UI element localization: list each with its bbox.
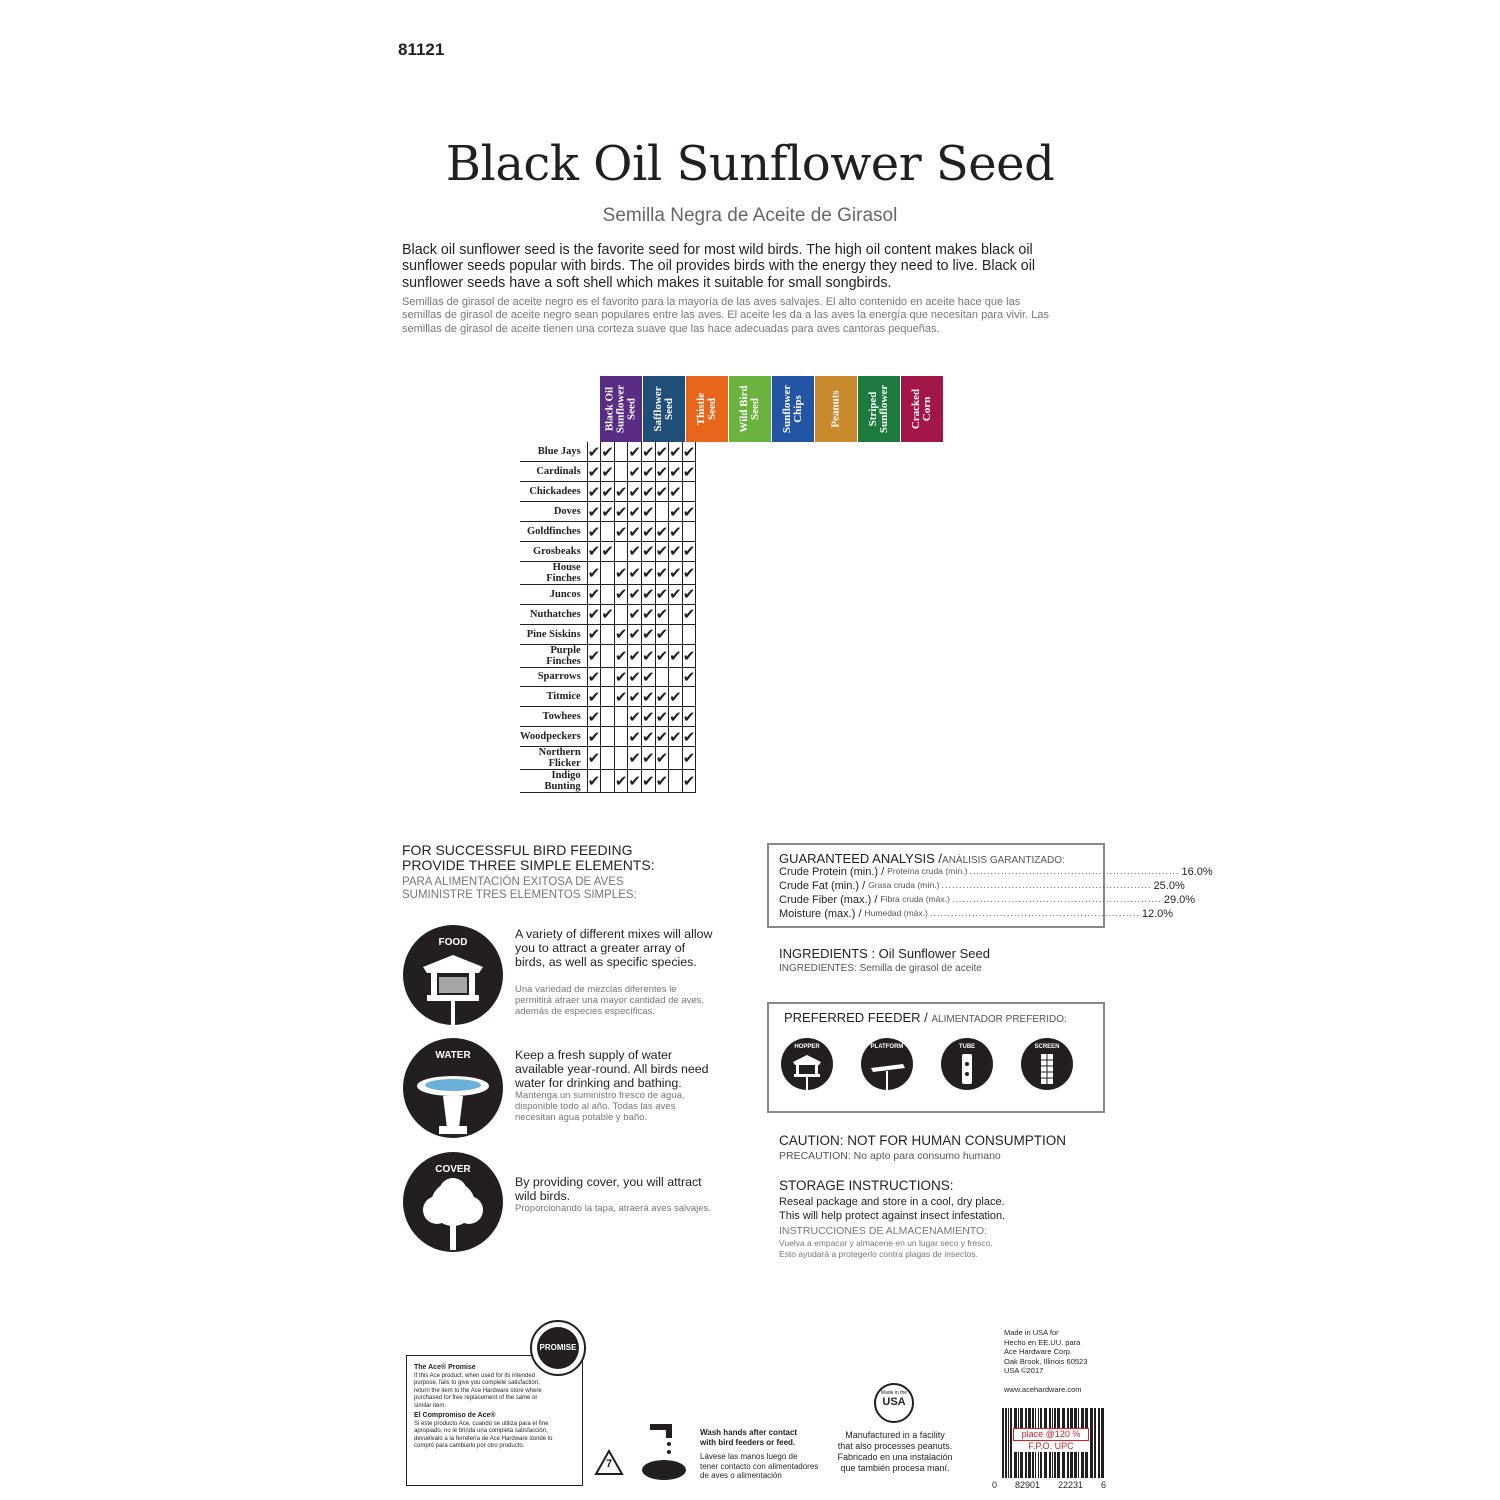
- bird-name: Juncos: [520, 584, 587, 604]
- check-mark: ✔: [655, 443, 669, 461]
- promise-badge-text: PROMISE: [537, 1327, 579, 1369]
- column-header: [600, 376, 643, 442]
- analysis-row: [779, 908, 1174, 920]
- check-mark: ✔: [641, 770, 655, 793]
- food-label: FOOD: [438, 937, 468, 948]
- storage-es-line-2: Esto ayudará a protegerlo contra plagas de insectos.: [779, 1249, 978, 1259]
- upc-digit-group: 82901: [1014, 1480, 1041, 1490]
- check-mark: ✔: [641, 688, 655, 706]
- leader-dots: ............................................................: [951, 894, 1162, 904]
- check-mark: ✔: [601, 606, 614, 624]
- bird-name: Nuthatches: [520, 604, 587, 624]
- check-mark: ✔: [682, 728, 696, 746]
- screen-label: SCREEN: [1034, 1044, 1060, 1050]
- check-mark: ✔: [587, 561, 601, 584]
- check-mark: ✔: [641, 728, 655, 746]
- check-mark: ✔: [628, 688, 641, 706]
- column-header: [901, 376, 944, 442]
- check-mark: ✔: [614, 586, 628, 604]
- column-header-label: Striped Sunflower: [867, 384, 890, 434]
- description-english: Black oil sunflower seed is the favorite seed for most wild birds. The high oil content makes black oil sunflower seeds popular with birds. The oil provides birds with the energy they need to live. Black oil sunflower seeds have a soft shell which makes it suitable for small songbirds.: [402, 242, 1036, 291]
- analysis-name-spanish: Humedad (máx.): [864, 908, 928, 918]
- empty-cell: [614, 541, 628, 561]
- check-mark: ✔: [614, 503, 628, 521]
- product-subtitle: Semilla Negra de Aceite de Girasol: [602, 205, 898, 226]
- check-mark: ✔: [655, 728, 669, 746]
- check-mark: ✔: [628, 523, 641, 541]
- empty-cell: [601, 667, 615, 687]
- empty-cell: [669, 604, 683, 624]
- column-header: [729, 376, 772, 442]
- product-title: Black Oil Sunflower Seed: [445, 136, 1055, 192]
- check-mark: ✔: [641, 503, 655, 521]
- empty-cell: [682, 687, 696, 707]
- check-mark: ✔: [641, 626, 655, 644]
- check-mark: ✔: [641, 463, 655, 481]
- empty-cell: [601, 687, 615, 707]
- bird-name: Woodpeckers: [520, 727, 587, 747]
- check-mark: ✔: [641, 606, 655, 624]
- food-text-spanish: Una variedad de mezclas diferentes le permitirá atraer una mayor cantidad de aves, además de especies específicas.: [515, 984, 705, 1018]
- analysis-name: Crude Protein (min.) /: [779, 866, 885, 878]
- check-mark: ✔: [628, 463, 641, 481]
- check-mark: ✔: [628, 747, 642, 770]
- check-mark: ✔: [655, 688, 669, 706]
- platform-icon: [861, 1038, 913, 1090]
- empty-cell: [601, 522, 615, 542]
- analysis-name: Crude Fiber (max.) /: [779, 894, 878, 906]
- check-mark: ✔: [587, 523, 601, 541]
- check-mark: ✔: [655, 543, 669, 561]
- storage-title-spanish: INSTRUCCIONES DE ALMACENAMIENTO:: [779, 1225, 988, 1237]
- table-row: [520, 644, 696, 667]
- check-mark: ✔: [682, 443, 696, 461]
- check-mark: ✔: [669, 586, 682, 604]
- empty-cell: [614, 604, 628, 624]
- food-circle: [403, 925, 503, 1025]
- check-mark: ✔: [601, 543, 614, 561]
- empty-cell: [614, 727, 628, 747]
- made-in-usa-text: Made in USA for Hecho en EE.UU. para Ace Hardware Corp. Oak Brook, Illinois 60523 USA ©2017: [1004, 1328, 1088, 1375]
- empty-cell: [682, 522, 696, 542]
- check-mark: ✔: [587, 463, 601, 481]
- leader-dots: ............................................................: [929, 908, 1140, 918]
- check-mark: ✔: [641, 586, 655, 604]
- ingredients: INGREDIENTS : Oil Sunflower Seed: [779, 946, 990, 961]
- check-mark: ✔: [587, 728, 601, 746]
- guaranteed-analysis-title: [779, 851, 1065, 866]
- check-mark: ✔: [682, 463, 696, 481]
- check-mark: ✔: [641, 668, 655, 686]
- check-mark: ✔: [587, 503, 601, 521]
- screen-feeder-badge: [1021, 1038, 1073, 1090]
- column-header: [686, 376, 729, 442]
- empty-cell: [682, 482, 696, 502]
- empty-cell: [601, 747, 615, 770]
- cover-text-spanish: Proporcionando la tapa, atraerá aves salvajes.: [515, 1203, 711, 1214]
- bird-name: Towhees: [520, 707, 587, 727]
- bird-seed-table: [520, 442, 696, 793]
- hopper-label: HOPPER: [794, 1044, 820, 1050]
- empty-cell: [669, 747, 683, 770]
- analysis-value: 25.0%: [1153, 880, 1185, 892]
- preferred-feeder-title: [784, 1010, 1067, 1025]
- analysis-name-spanish: Proteína cruda (mín.): [887, 866, 968, 876]
- preferred-feeder-title-es: ALIMENTADOR PREFERIDO:: [931, 1014, 1067, 1025]
- check-mark: ✔: [669, 543, 682, 561]
- bird-name: Grosbeaks: [520, 541, 587, 561]
- cover-label: COVER: [435, 1164, 471, 1175]
- bird-name: Purple Finches: [520, 644, 587, 667]
- check-mark: ✔: [614, 561, 628, 584]
- check-mark: ✔: [669, 728, 682, 746]
- check-mark: ✔: [682, 503, 696, 521]
- bird-name: Indigo Bunting: [520, 770, 587, 793]
- analysis-row: [779, 894, 1196, 906]
- check-mark: ✔: [601, 443, 614, 461]
- check-mark: ✔: [682, 543, 696, 561]
- storage-title: STORAGE INSTRUCTIONS:: [779, 1178, 954, 1193]
- barcode-bar: [1090, 1408, 1093, 1478]
- screen-icon: [1021, 1038, 1073, 1090]
- column-header-label: Sunflower Chips: [781, 384, 804, 434]
- check-mark: ✔: [587, 483, 601, 501]
- empty-cell: [601, 561, 615, 584]
- check-mark: ✔: [682, 747, 696, 770]
- column-header: [643, 376, 686, 442]
- empty-cell: [669, 667, 683, 687]
- check-mark: ✔: [641, 561, 655, 584]
- analysis-name-spanish: Fibra cruda (máx.): [880, 894, 950, 904]
- feeding-heading: FOR SUCCESSFUL BIRD FEEDING PROVIDE THREE SIMPLE ELEMENTS:: [402, 842, 655, 873]
- preferred-feeder-title-en: PREFERRED FEEDER /: [784, 1010, 928, 1025]
- leader-dots: ............................................................: [969, 866, 1180, 876]
- check-mark: ✔: [669, 708, 682, 726]
- empty-cell: [655, 667, 669, 687]
- barcode-bar: [1010, 1408, 1012, 1478]
- caution-text-spanish: PRECAUTION: No apto para consumo humano: [779, 1150, 1001, 1162]
- table-row: [520, 502, 696, 522]
- check-mark: ✔: [655, 644, 669, 667]
- empty-cell: [669, 770, 683, 793]
- wash-hands-text-spanish: Lávese las manos luego de tener contacto con alimentadores de aves o alimentación: [700, 1452, 819, 1480]
- analysis-value: 16.0%: [1181, 866, 1213, 878]
- check-mark: ✔: [655, 523, 669, 541]
- feeding-heading-spanish: PARA ALIMENTACIÓN EXITOSA DE AVES SUMINISTRE TRES ELEMENTOS SIMPLES:: [402, 876, 637, 901]
- check-mark: ✔: [682, 606, 696, 624]
- storage-line-1: Reseal package and store in a cool, dry place.: [779, 1196, 1005, 1208]
- table-row: [520, 624, 696, 644]
- usa-badge-top: Made in the: [880, 1390, 908, 1396]
- empty-cell: [614, 442, 628, 462]
- check-mark: ✔: [682, 708, 696, 726]
- analysis-title-es: ANÁLISIS GARANTIZADO:: [942, 855, 1065, 866]
- food-text: A variety of different mixes will allow you to attract a greater array of birds, as well as specific species.: [515, 927, 713, 969]
- check-mark: ✔: [628, 708, 641, 726]
- promise-title-spanish: El Compromiso de Ace®: [414, 1412, 496, 1419]
- check-mark: ✔: [628, 586, 641, 604]
- check-mark: ✔: [669, 561, 683, 584]
- check-mark: ✔: [628, 503, 641, 521]
- barcode-bar: [1098, 1408, 1100, 1478]
- check-mark: ✔: [655, 708, 669, 726]
- column-header-label: Thistle Seed: [695, 392, 718, 426]
- empty-cell: [601, 584, 615, 604]
- check-mark: ✔: [655, 586, 669, 604]
- leader-dots: ............................................................: [941, 880, 1152, 890]
- check-mark: ✔: [682, 668, 696, 686]
- bird-name: Sparrows: [520, 667, 587, 687]
- table-row: [520, 482, 696, 502]
- upc-digit-group: 22231: [1057, 1480, 1084, 1490]
- table-row: [520, 522, 696, 542]
- water-label: WATER: [435, 1050, 471, 1061]
- check-mark: ✔: [669, 523, 682, 541]
- analysis-name-spanish: Grasa cruda (mín.): [868, 880, 940, 890]
- platform-feeder-badge: [861, 1038, 913, 1090]
- check-mark: ✔: [628, 668, 641, 686]
- upc-digit-group: 6: [1100, 1480, 1106, 1490]
- upc-digits: [992, 1480, 1106, 1490]
- check-mark: ✔: [669, 443, 682, 461]
- check-mark: ✔: [628, 728, 641, 746]
- facility-notice: Manufactured in a facility that also processes peanuts.: [837, 1430, 953, 1451]
- check-mark: ✔: [614, 626, 628, 644]
- check-mark: ✔: [669, 503, 682, 521]
- check-mark: ✔: [669, 644, 683, 667]
- hopper-feeder-icon: [403, 925, 503, 1025]
- bird-name: Pine Siskins: [520, 624, 587, 644]
- promise-text: If this Ace product, when used for its intended purpose, fails to give you complete satisfaction, return the item to the Ace Hardware store where purchased for free replacement of the same or similar item.: [414, 1372, 542, 1409]
- table-row: [520, 462, 696, 482]
- check-mark: ✔: [601, 463, 614, 481]
- promise-title: The Ace® Promise: [414, 1364, 476, 1371]
- bird-name: Northern Flicker: [520, 747, 587, 770]
- water-circle: [403, 1038, 503, 1138]
- empty-cell: [601, 727, 615, 747]
- bird-name: Titmice: [520, 687, 587, 707]
- table-row: [520, 584, 696, 604]
- wash-hands-icon: [636, 1422, 692, 1482]
- storage-text: [779, 1195, 1005, 1223]
- analysis-value: 12.0%: [1141, 908, 1174, 920]
- analysis-name: Crude Fat (min.) /: [779, 880, 866, 892]
- empty-cell: [614, 462, 628, 482]
- check-mark: ✔: [628, 483, 641, 501]
- table-row: [520, 727, 696, 747]
- check-mark: ✔: [655, 483, 669, 501]
- recycle-icon: [594, 1448, 624, 1478]
- check-mark: ✔: [587, 708, 601, 726]
- column-header-label: Wild Bird Seed: [738, 385, 761, 433]
- empty-cell: [669, 624, 683, 644]
- empty-cell: [601, 707, 615, 727]
- check-mark: ✔: [628, 561, 642, 584]
- barcode-bar: [1008, 1408, 1009, 1478]
- check-mark: ✔: [587, 688, 601, 706]
- check-mark: ✔: [682, 770, 696, 793]
- check-mark: ✔: [655, 626, 669, 644]
- column-header: [815, 376, 858, 442]
- table-row: [520, 541, 696, 561]
- check-mark: ✔: [628, 770, 642, 793]
- bird-name: Doves: [520, 502, 587, 522]
- check-mark: ✔: [655, 561, 669, 584]
- check-mark: ✔: [587, 644, 601, 667]
- empty-cell: [601, 624, 615, 644]
- check-mark: ✔: [682, 561, 696, 584]
- description-spanish: Semillas de girasol de aceite negro es el favorito para la mayoría de las aves salvajes. El alto contenido en aceite hace que las semillas de girasol de aceite negro sean populares entre las aves. El aceite les da a las aves la energía que necesitan para vivir. Las semillas de girasol de aceite tienen una corteza suave que las hace adecuadas para aves cantoras pequeñas.: [402, 296, 1049, 335]
- made-in-usa-badge: [874, 1383, 914, 1423]
- check-mark: ✔: [587, 543, 601, 561]
- tube-feeder-badge: [941, 1038, 993, 1090]
- table-row: [520, 604, 696, 624]
- check-mark: ✔: [641, 644, 655, 667]
- check-mark: ✔: [614, 483, 628, 501]
- platform-label: PLATFORM: [870, 1044, 904, 1050]
- check-mark: ✔: [641, 483, 655, 501]
- table-row: [520, 442, 696, 462]
- check-mark: ✔: [614, 668, 628, 686]
- promise-text-spanish: Si este producto Ace, cuando se utiliza para el fine apropiado, no le brinda una completa satisfacción, devuélvalo a la ferretería de Ace Hardware donde lo compró para cambiarlo por otro producto.: [414, 1420, 553, 1449]
- check-mark: ✔: [682, 644, 696, 667]
- check-mark: ✔: [601, 503, 614, 521]
- check-mark: ✔: [628, 443, 641, 461]
- storage-es-line-1: Vuelva a empacar y almacene en un lugar seco y fresco.: [779, 1238, 993, 1248]
- empty-cell: [601, 770, 615, 793]
- table-row: [520, 561, 696, 584]
- check-mark: ✔: [641, 708, 655, 726]
- barcode-bar: [1005, 1408, 1007, 1478]
- bird-name: Chickadees: [520, 482, 587, 502]
- empty-cell: [655, 502, 669, 522]
- check-mark: ✔: [655, 770, 669, 793]
- barcode-bar: [1002, 1408, 1004, 1478]
- analysis-value: 29.0%: [1163, 894, 1196, 906]
- ingredients-spanish: INGREDIENTES: Semilla de girasol de aceite: [779, 963, 982, 974]
- table-row: [520, 770, 696, 793]
- water-text-spanish: Mantenga un suministro fresco de agua, disponible todo al año. Todas las aves necesitan agua potable y baño.: [515, 1090, 685, 1124]
- check-mark: ✔: [587, 747, 601, 770]
- check-mark: ✔: [614, 688, 628, 706]
- check-mark: ✔: [587, 606, 601, 624]
- tree-icon: [403, 1152, 503, 1252]
- cover-circle: [403, 1152, 503, 1252]
- check-mark: ✔: [587, 770, 601, 793]
- empty-cell: [682, 624, 696, 644]
- caution-text: CAUTION: NOT FOR HUMAN CONSUMPTION: [779, 1133, 1067, 1148]
- check-mark: ✔: [601, 483, 614, 501]
- check-mark: ✔: [587, 668, 601, 686]
- check-mark: ✔: [641, 443, 655, 461]
- birdbath-icon: [403, 1038, 503, 1138]
- bird-name: Cardinals: [520, 462, 587, 482]
- bird-name: House Finches: [520, 561, 587, 584]
- barcode-bar: [1094, 1408, 1096, 1478]
- bird-name: Goldfinches: [520, 522, 587, 542]
- storage-line-2: This will help protect against insect infestation.: [779, 1210, 1006, 1222]
- check-mark: ✔: [641, 523, 655, 541]
- column-header-label: Cracked Corn: [910, 388, 933, 430]
- table-row: [520, 707, 696, 727]
- hopper-feeder-badge: [781, 1038, 833, 1090]
- empty-cell: [614, 707, 628, 727]
- check-mark: ✔: [669, 463, 682, 481]
- check-mark: ✔: [641, 747, 655, 770]
- check-mark: ✔: [587, 586, 601, 604]
- check-mark: ✔: [628, 606, 641, 624]
- upc-digit-group: 0: [992, 1480, 998, 1490]
- column-header-label: Peanuts: [829, 390, 842, 428]
- table-row: [520, 747, 696, 770]
- analysis-title-en: GUARANTEED ANALYSIS /: [779, 851, 943, 866]
- usa-badge-main: USA: [882, 1396, 906, 1408]
- check-mark: ✔: [682, 586, 696, 604]
- wash-hands-text: Wash hands after contact with bird feeders or feed.: [700, 1428, 798, 1447]
- check-mark: ✔: [669, 483, 682, 501]
- upc-placeholder-label: place @120 %: [1013, 1428, 1089, 1441]
- check-mark: ✔: [655, 747, 669, 770]
- seed-column-headers: [600, 376, 944, 442]
- analysis-name: Moisture (max.) /: [779, 908, 862, 920]
- check-mark: ✔: [628, 644, 642, 667]
- check-mark: ✔: [614, 770, 628, 793]
- facility-notice-spanish: Fabricado en una instalación que también procesa maní.: [837, 1452, 953, 1473]
- analysis-row: [779, 880, 1185, 892]
- barcode-bar: [1101, 1408, 1104, 1478]
- hopper-icon: [781, 1038, 833, 1090]
- water-text: Keep a fresh supply of water available year-round. All birds need water for drinking and bathing.: [515, 1048, 709, 1090]
- cover-text: By providing cover, you will attract wild birds.: [515, 1175, 702, 1203]
- check-mark: ✔: [614, 523, 628, 541]
- check-mark: ✔: [655, 463, 669, 481]
- table-row: [520, 687, 696, 707]
- check-mark: ✔: [628, 626, 641, 644]
- recycle-number: 7: [605, 1458, 613, 1470]
- satisfaction-promise-badge: [530, 1320, 586, 1376]
- check-mark: ✔: [614, 644, 628, 667]
- check-mark: ✔: [628, 543, 641, 561]
- website: www.acehardware.com: [1004, 1385, 1082, 1394]
- storage-text-spanish: [779, 1238, 993, 1260]
- tube-icon: [941, 1038, 993, 1090]
- check-mark: ✔: [587, 626, 601, 644]
- empty-cell: [614, 747, 628, 770]
- upc-fpo-label: F.P.O. UPC: [1013, 1441, 1089, 1452]
- tube-label: TUBE: [958, 1044, 976, 1050]
- check-mark: ✔: [655, 606, 669, 624]
- bird-name: Blue Jays: [520, 442, 587, 462]
- check-mark: ✔: [641, 543, 655, 561]
- empty-cell: [601, 644, 615, 667]
- column-header: [858, 376, 901, 442]
- analysis-row: [779, 866, 1213, 878]
- sku-number: 81121: [398, 40, 445, 59]
- column-header: [772, 376, 815, 442]
- check-mark: ✔: [669, 688, 682, 706]
- table-row: [520, 667, 696, 687]
- column-header-label: Black Oil Sunflower Seed: [603, 384, 638, 434]
- column-header-label: Safflower Seed: [652, 386, 675, 432]
- check-mark: ✔: [587, 443, 601, 461]
